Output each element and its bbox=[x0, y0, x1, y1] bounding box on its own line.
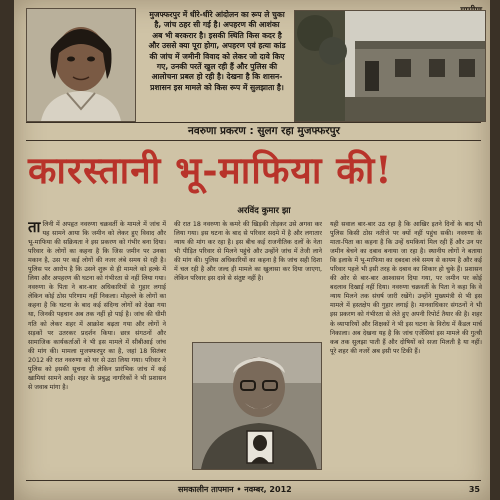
series-line: नवरुणा प्रकरण : सुलग रहा मुजफ्फरपुर bbox=[188, 125, 340, 137]
page-number: 35 bbox=[468, 485, 480, 494]
column-3-text: यही सवाल बार-बार उठ रहा है कि आखिर इतने दिनों के बाद भी पुलिस किसी ठोस नतीजे पर क्यों नहीं पहुंच सकी। नवरुणा के माता-पिता का कहना है कि उन्हें धमकियां मिल रही हैं और उन पर जमीन बेचने का दबाव बनाया जा रहा है। स्थानीय लोगों ने बताया कि इलाके में भू-माफिया का दबदबा लंबे समय से कायम है और कई परिवार पहले भी इसी तरह के दबाव का शिकार हो चुके हैं। प्रशासन की ओर से बार-बार आश्वासन दिया गया, पर जमीन पर कोई बदलाव दिखाई नहीं दिया। नवरुणा चक्रवर्ती के पिता ने कहा कि वे न्याय मिलने तक संघर्ष जारी रखेंगे। उन्होंने मुख्यमंत्री से भी इस मामले में हस्तक्षेप की गुहार लगाई है। मानवाधिकार संगठनों ने भी इस प्रकरण को गंभीरता से लेते हुए अपनी रिपोर्ट तैयार की है। शहर के व्यापारियों और शिक्षकों ने भी इस घटना के विरोध में कैंडल मार्च निकाला। अब देखना यह है कि जांच एजेंसियां इस मामले की गुत्थी कब तक सुलझा पाती हैं और दोषियों को सजा मिलती है या नहीं। पूरे शहर की नजरें अब इसी पर टिकी हैं। bbox=[330, 221, 482, 355]
column-1-text: लिनी में अपहृत नवरुणा चक्रवर्ती के मामले में जांच में यह सामने आया कि जमीन को लेकर हुए विवाद और भू-माफिया की सक्रियता ने इस प्रकरण को गंभीर बना दिया। परिवार के लोगों का कहना है कि जिस जमीन पर उनका मकान है, उस पर कई लोगों की नजर लंबे समय से रही है। पुलिस पर आरोप है कि उसने शुरू से ही मामले को हल्के में लिया और अपहरण की घटना को गंभीरता से नहीं लिया गया। नवरुणा के पिता ने बार-बार अधिकारियों से गुहार लगाई लेकिन कोई ठोस परिणाम नहीं निकला। मोहल्ले के लोगों का कहना है कि घटना के बाद कई संदिग्ध लोगों को देखा गया था, जिनकी पहचान अब तक नहीं हो पाई है। जांच की धीमी गति को लेकर शहर में आक्रोश बढ़ता गया और लोगों ने सड़कों पर उतरकर प्रदर्शन किया। छात्र संगठनों और सामाजिक कार्यकर्ताओं ने भी इस मामले में सीबीआई जांच की मांग की। मामला मुजफ्फरपुर का है, जहां 18 सितंबर 2012 की रात नवरुणा को घर से उठा लिया गया। परिवार ने पुलिस को इसकी सूचना दी लेकिन प्रारंभिक जांच में कई खामियां सामने आईं। शहर के प्रबुद्ध नागरिकों ने भी प्रशासन से जवाब मांगा है। bbox=[28, 221, 166, 391]
byline: अरविंद कुमार झा bbox=[237, 206, 291, 216]
magazine-page bbox=[14, 0, 490, 500]
page-footer bbox=[28, 484, 480, 496]
headline: कारस्तानी भू-माफिया की! bbox=[28, 148, 393, 192]
footer-rule bbox=[26, 480, 481, 481]
article-column-1 bbox=[28, 220, 166, 478]
photo-man-holding-portrait bbox=[192, 342, 322, 470]
photo-girl-portrait bbox=[26, 8, 136, 122]
column-2-text: की रात 18 नवरुणा के कमरे की खिड़की तोड़कर उसे अगवा कर लिया गया। इस घटना के बाद से परिवार सदमे में है और लगातार न्याय की मांग कर रहा है। इस बीच कई राजनीतिक दलों के नेता भी पीड़ित परिवार से मिलने पहुंचे और उन्होंने जांच में तेजी लाने की मांग की। पुलिस अधिकारियों का कहना है कि जांच सही दिशा में चल रही है और जल्द ही मामले का खुलासा कर दिया जाएगा, लेकिन परिवार इस दावे से संतुष्ट नहीं है। bbox=[174, 221, 322, 283]
article-column-2 bbox=[174, 220, 322, 332]
intro-text: मुजफ्फरपुर में धीरे-धीरे आंदोलन का रूप ले चुका है, जांच ठहर सी गई है। अपहरण की आशंका अब भी बरकरार है। इसकी स्थिति किस कदर है और उससे क्या पूरा होगा, अपहरण एवं हत्या कांड की जांच में जमीनी विवाद को लेकर जो दावे किए गए, उनकी परतें खुल रही हैं और पुलिस की आलोचना प्रबल हो रही है। देखना है कि शासन-प्रशासन इस मामले को किस रूप में सुलझाता है। bbox=[148, 10, 286, 92]
photo-house bbox=[294, 10, 486, 122]
top-rule bbox=[26, 122, 481, 123]
drop-cap: ता bbox=[28, 220, 41, 236]
series-rule bbox=[26, 140, 481, 141]
article-column-3 bbox=[330, 220, 482, 478]
footer-magazine-name: समकालीन तापमान • नवम्बर, 2012 bbox=[178, 485, 292, 494]
